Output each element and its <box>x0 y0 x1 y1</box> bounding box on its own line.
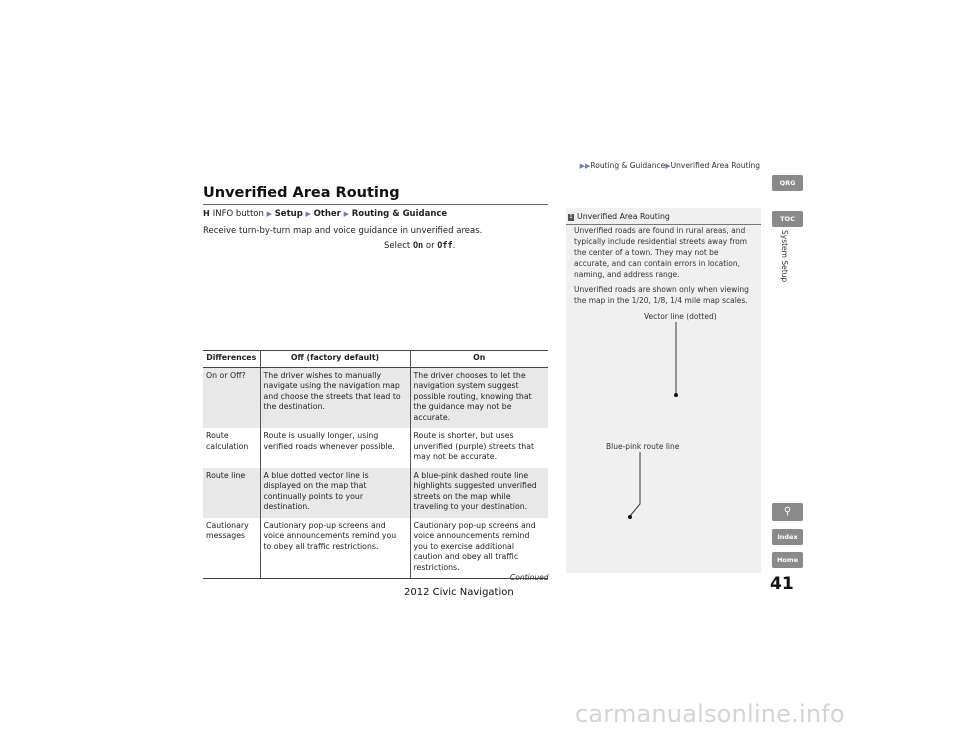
table-row <box>203 428 548 468</box>
note-sidebar <box>566 208 761 573</box>
select-prefix: Select <box>384 241 411 251</box>
table-cell: Cautionary messages <box>203 518 260 579</box>
option-off: Off <box>437 241 453 251</box>
route-line-label: Blue-pink route line <box>606 442 680 451</box>
path-arrow-icon: ▶ <box>343 210 349 218</box>
path-arrow-icon: ▶ <box>266 210 272 218</box>
toc-tab[interactable]: TOC <box>772 211 803 227</box>
select-suffix: . <box>452 241 456 251</box>
option-on: On <box>412 241 424 251</box>
home-tab[interactable]: Home <box>772 552 803 568</box>
car-icon[interactable]: ⚲ <box>772 503 803 521</box>
menu-path <box>203 209 447 219</box>
description: Receive turn-by-turn map and voice guidance in unverified areas. <box>203 226 483 236</box>
vector-line-leader <box>666 322 686 404</box>
path-arrow-icon: ▶ <box>305 210 311 218</box>
sidebar-heading <box>566 211 761 225</box>
column-header: On <box>410 351 548 368</box>
table-header-row <box>203 351 548 368</box>
table-cell: Cautionary pop-up screens and voice announcements remind you to obey all traffic restrictions. <box>260 518 410 579</box>
table-cell: Route is usually longer, using verified roads whenever possible. <box>260 428 410 468</box>
breadcrumb <box>572 161 760 170</box>
title-divider <box>203 204 548 205</box>
path-step-setup: Setup <box>274 209 303 219</box>
footer-title: 2012 Civic Navigation <box>404 587 514 598</box>
table-cell: On or Off? <box>203 367 260 428</box>
breadcrumb-arrow-icon: ▶ <box>665 162 671 170</box>
sidebar-paragraph: Unverified roads are found in rural areas, and typically include residential streets away from the center of a town. They may not be accurate, and can contain errors in location, naming, and address range. <box>574 226 748 279</box>
table-cell: Route line <box>203 468 260 518</box>
index-tab[interactable]: Index <box>772 529 803 545</box>
table-cell: The driver chooses to let the navigation system suggest possible routing, knowing that the guidance may not be accurate. <box>410 367 548 428</box>
qrg-tab[interactable]: QRG <box>772 175 803 191</box>
breadcrumb-arrow-icon: ▶▶ <box>579 162 591 170</box>
select-instruction <box>384 241 455 251</box>
path-start: INFO button <box>212 209 264 219</box>
breadcrumb-part1: Routing & Guidance <box>590 161 666 170</box>
table-cell: A blue-pink dashed route line highlights suggested unverified streets on the map while traveling to your destination. <box>410 468 548 518</box>
table-cell: Route calculation <box>203 428 260 468</box>
table-row <box>203 518 548 579</box>
page-number: 41 <box>770 574 794 594</box>
table-cell: The driver wishes to manually navigate using the navigation map and choose the streets that lead to the destination. <box>260 367 410 428</box>
path-step-other: Other <box>313 209 341 219</box>
note-icon: 1 <box>569 214 573 220</box>
column-header: Off (factory default) <box>260 351 410 368</box>
breadcrumb-part2: Unverified Area Routing <box>670 161 760 170</box>
column-header: Differences <box>203 351 260 368</box>
table-cell: Cautionary pop-up screens and voice announcements remind you to exercise additional caution and obey all traffic restrictions. <box>410 518 548 579</box>
continued-note: Continued <box>510 573 549 582</box>
table-row <box>203 367 548 428</box>
table-cell: A blue dotted vector line is displayed on the map that continually points to your destination. <box>260 468 410 518</box>
section-label: System Setup <box>780 230 789 283</box>
path-icon: H <box>203 209 210 218</box>
select-or: or <box>425 241 435 251</box>
page-title: Unverified Area Routing <box>203 185 400 201</box>
differences-table <box>203 350 548 579</box>
route-line-leader <box>622 452 652 524</box>
watermark: carmanualsonline.info <box>575 700 845 728</box>
table-cell: Route is shorter, but uses unverified (purple) streets that may not be accurate. <box>413 431 535 461</box>
vector-line-label: Vector line (dotted) <box>644 312 717 321</box>
path-step-routing: Routing & Guidance <box>351 209 448 219</box>
table-row <box>203 468 548 518</box>
sidebar-paragraph: Unverified roads are shown only when viewing the map in the 1/20, 1/8, 1/4 mile map scales. <box>574 285 749 305</box>
sidebar-heading-text: Unverified Area Routing <box>577 212 670 221</box>
